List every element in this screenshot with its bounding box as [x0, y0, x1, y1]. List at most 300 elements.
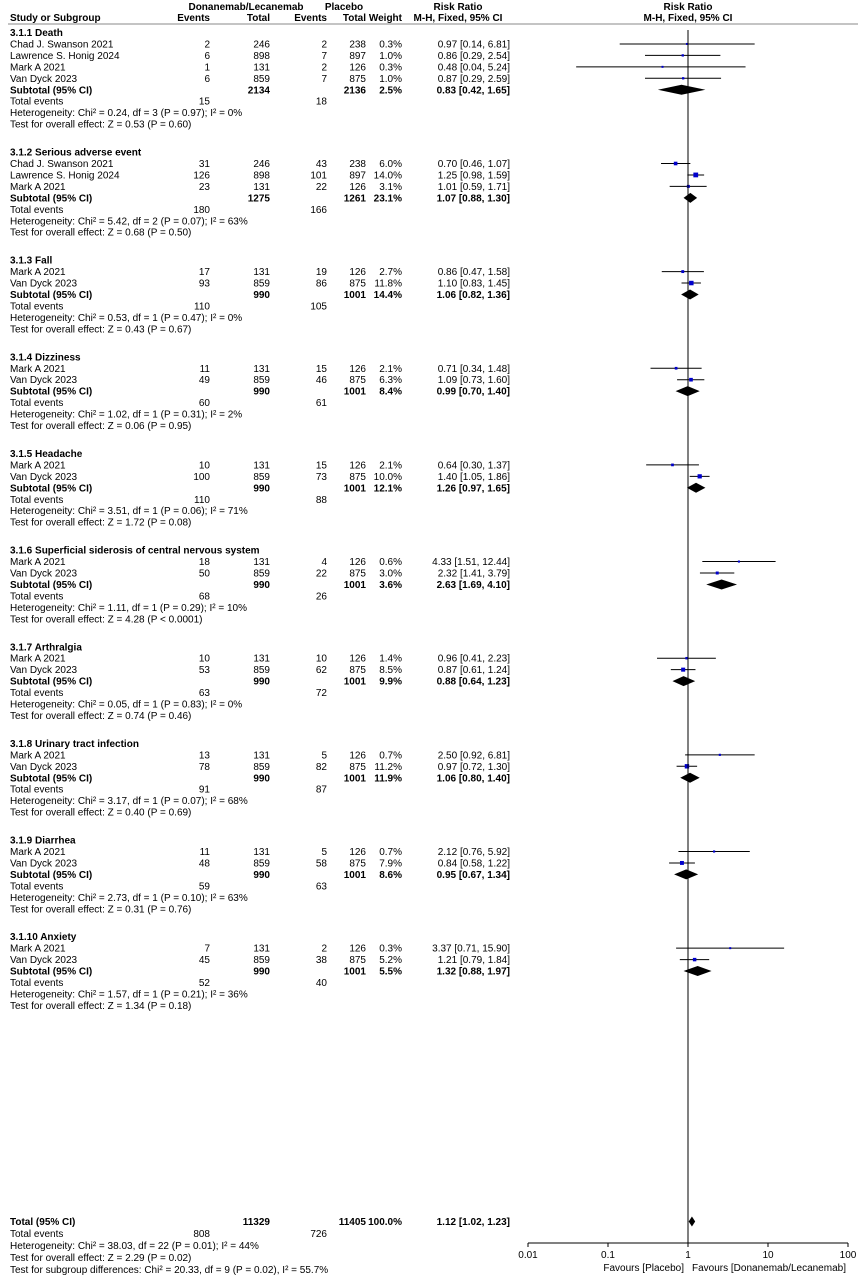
study-risk-ratio: 1.25 [0.98, 1.59]: [437, 170, 510, 182]
study-point: [675, 367, 678, 370]
study-weight: 3.0%: [379, 568, 402, 580]
overall-effect-text: Test for overall effect: Z = 0.40 (P = 0.69): [10, 807, 192, 819]
study-point: [738, 561, 740, 563]
study-name: Lawrence S. Honig 2024: [10, 50, 120, 62]
control-total: 126: [349, 847, 366, 858]
subtotal-treatment-total: 990: [253, 483, 270, 495]
subtotal-weight: 9.9%: [379, 676, 402, 688]
study-weight: 7.9%: [379, 858, 402, 870]
study-weight: 1.0%: [379, 73, 402, 85]
study-weight: 0.7%: [379, 847, 402, 858]
treatment-events: 17: [198, 267, 210, 279]
study-risk-ratio: 1.40 [1.05, 1.86]: [437, 471, 510, 483]
heterogeneity-text: Heterogeneity: Chi² = 2.73, df = 1 (P = 0.10); I² = 63%: [10, 892, 248, 904]
study-weight: 2.1%: [379, 363, 402, 375]
x-tick-label: 10: [762, 1250, 774, 1261]
heterogeneity-text: Heterogeneity: Chi² = 1.57, df = 1 (P = 0.21); I² = 36%: [10, 989, 248, 1001]
x-tick-label: 1: [685, 1250, 691, 1261]
study-point: [729, 947, 731, 949]
total-events-label: Total events: [10, 591, 64, 603]
subtotal-treatment-events: 59: [198, 881, 210, 893]
subtotal-label: Subtotal (95% CI): [10, 386, 93, 398]
treatment-events: 6: [204, 73, 210, 85]
subtotal-treatment-total: 990: [253, 869, 270, 881]
subtotal-treatment-events: 91: [198, 784, 210, 796]
study-name: Mark A 2021: [10, 847, 66, 858]
subtotal-label: Subtotal (95% CI): [10, 676, 93, 688]
heterogeneity-text: Heterogeneity: Chi² = 3.17, df = 1 (P = 0.07); I² = 68%: [10, 796, 248, 808]
study-point: [689, 281, 693, 285]
subtotal-weight: 2.5%: [379, 85, 402, 97]
study-weight: 0.3%: [379, 39, 402, 51]
treatment-total: 898: [253, 170, 270, 182]
study-weight: 1.0%: [379, 50, 402, 62]
subgroup-title: 3.1.10 Anxiety: [10, 932, 77, 944]
study-risk-ratio: 0.97 [0.14, 6.81]: [437, 39, 510, 51]
subtotal-treatment-total: 990: [253, 773, 270, 785]
overall-effect-text: Test for overall effect: Z = 1.34 (P = 0.18): [10, 1000, 192, 1012]
study-name: Van Dyck 2023: [10, 665, 78, 677]
treatment-total: 859: [253, 375, 270, 387]
total-treatment-events: 808: [193, 1229, 210, 1240]
total-events-label: Total events: [10, 881, 64, 893]
treatment-group-header: Donanemab/Lecanemab: [188, 2, 304, 13]
subtotal-treatment-events: 60: [198, 398, 210, 410]
control-events: 15: [315, 363, 327, 375]
treatment-events: 49: [198, 375, 210, 387]
control-total: 875: [349, 278, 366, 290]
subgroup-title: 3.1.7 Arthralgia: [10, 642, 82, 654]
treatment-total: 131: [253, 460, 270, 472]
treatment-total: 246: [253, 39, 270, 51]
method-header: M-H, Fixed, 95% CI: [413, 13, 503, 24]
control-events: 46: [315, 375, 327, 387]
subtotal-risk-ratio: 1.06 [0.82, 1.36]: [436, 290, 510, 301]
control-events: 22: [315, 568, 327, 580]
plot-risk-ratio-header: Risk Ratio: [663, 2, 713, 13]
control-events: 10: [315, 653, 327, 665]
study-point: [682, 77, 684, 79]
subtotal-control-events: 18: [315, 96, 327, 108]
total-events-label: Total events: [10, 204, 64, 216]
study-risk-ratio: 0.97 [0.72, 1.30]: [437, 761, 510, 773]
study-name: Mark A 2021: [10, 62, 66, 74]
risk-ratio-header: Risk Ratio: [433, 2, 483, 13]
subgroup-title: 3.1.8 Urinary tract infection: [10, 738, 139, 750]
subgroup-title: 3.1.2 Serious adverse event: [10, 147, 142, 159]
subtotal-treatment-events: 180: [193, 204, 210, 216]
control-events: 101: [310, 170, 327, 182]
treatment-total: 859: [253, 761, 270, 773]
total-events-label: Total events: [10, 688, 64, 700]
study-name: Mark A 2021: [10, 750, 66, 762]
control-events: 4: [321, 557, 327, 569]
study-point: [713, 850, 715, 852]
study-name: Mark A 2021: [10, 267, 66, 279]
control-events: 5: [321, 847, 327, 858]
control-total: 126: [349, 363, 366, 375]
subtotal-control-total: 1001: [343, 966, 366, 978]
control-events: 38: [315, 955, 327, 967]
study-name: Mark A 2021: [10, 181, 66, 193]
study-weight: 6.3%: [379, 375, 402, 387]
subtotal-treatment-total: 990: [253, 579, 270, 591]
study-point: [689, 378, 693, 382]
control-events: 2: [321, 943, 327, 955]
subtotal-label: Subtotal (95% CI): [10, 193, 93, 205]
subtotal-control-total: 1001: [343, 869, 366, 881]
control-total: 238: [349, 39, 366, 51]
study-risk-ratio: 0.86 [0.47, 1.58]: [437, 267, 510, 279]
subtotal-treatment-total: 990: [253, 386, 270, 398]
study-name: Van Dyck 2023: [10, 568, 78, 580]
study-weight: 0.3%: [379, 943, 402, 955]
study-name: Mark A 2021: [10, 460, 66, 472]
study-risk-ratio: 0.96 [0.41, 2.23]: [437, 653, 510, 665]
subgroup-title: 3.1.5 Headache: [10, 448, 83, 460]
subtotal-weight: 12.1%: [373, 483, 402, 495]
subtotal-treatment-events: 63: [198, 688, 210, 700]
subtotal-risk-ratio: 2.63 [1.69, 4.10]: [436, 579, 510, 591]
subtotal-diamond: [674, 869, 698, 879]
favours-right-label: Favours [Donanemab/Lecanemab]: [692, 1263, 846, 1274]
treatment-events: 23: [198, 181, 210, 193]
subtotal-label: Subtotal (95% CI): [10, 483, 93, 495]
study-weight: 10.0%: [373, 471, 402, 483]
control-total: 875: [349, 375, 366, 387]
treatment-events: 45: [198, 955, 210, 967]
subgroup-title: 3.1.4 Dizziness: [10, 352, 81, 364]
subtotal-control-events: 166: [310, 204, 327, 216]
control-events: 43: [315, 159, 327, 170]
study-weight: 14.0%: [373, 170, 402, 182]
control-total: 126: [349, 267, 366, 279]
subtotal-treatment-total: 990: [253, 290, 270, 301]
study-point: [661, 66, 663, 68]
treatment-total: 131: [253, 653, 270, 665]
total-control-events: 726: [310, 1229, 327, 1240]
total-diamond: [689, 1217, 696, 1227]
treatment-events-header: Events: [177, 13, 210, 24]
subtotal-label: Subtotal (95% CI): [10, 966, 93, 978]
heterogeneity-text: Heterogeneity: Chi² = 0.53, df = 1 (P = 0.47); I² = 0%: [10, 312, 243, 324]
control-events: 2: [321, 62, 327, 74]
treatment-total: 859: [253, 858, 270, 870]
treatment-total-header: Total: [246, 13, 270, 24]
subtotal-label: Subtotal (95% CI): [10, 773, 93, 785]
control-total: 126: [349, 181, 366, 193]
treatment-events: 126: [193, 170, 210, 182]
total-events-label: Total events: [10, 1229, 64, 1240]
subtotal-treatment-total: 990: [253, 966, 270, 978]
control-events: 73: [315, 471, 327, 483]
control-total: 875: [349, 73, 366, 85]
control-total: 875: [349, 955, 366, 967]
study-weight: 0.3%: [379, 62, 402, 74]
control-events: 2: [321, 39, 327, 51]
subtotal-weight: 3.6%: [379, 579, 402, 591]
treatment-events: 50: [198, 568, 210, 580]
subtotal-control-total: 1001: [343, 676, 366, 688]
treatment-total: 859: [253, 278, 270, 290]
control-total: 875: [349, 761, 366, 773]
subtotal-risk-ratio: 1.32 [0.88, 1.97]: [436, 966, 510, 978]
subtotal-treatment-events: 52: [198, 978, 210, 989]
study-risk-ratio: 0.71 [0.34, 1.48]: [437, 363, 510, 375]
study-point: [681, 270, 684, 273]
study-name: Van Dyck 2023: [10, 761, 78, 773]
overall-effect-text: Test for overall effect: Z = 0.31 (P = 0.76): [10, 904, 192, 916]
treatment-events: 10: [198, 653, 210, 665]
subtotal-risk-ratio: 0.88 [0.64, 1.23]: [436, 676, 510, 688]
study-risk-ratio: 0.84 [0.58, 1.22]: [437, 858, 510, 870]
control-events: 86: [315, 278, 327, 290]
total-treatment-total: 11329: [242, 1217, 270, 1228]
control-total: 897: [349, 50, 366, 62]
study-risk-ratio: 3.37 [0.71, 15.90]: [432, 943, 510, 955]
treatment-events: 2: [204, 39, 210, 51]
total-events-label: Total events: [10, 978, 64, 989]
heterogeneity-text: Heterogeneity: Chi² = 0.24, df = 3 (P = 0.97); I² = 0%: [10, 108, 243, 120]
study-header: Study or Subgroup: [10, 13, 101, 24]
subtotal-control-total: 1001: [343, 290, 366, 301]
total-overall-effect-text: Test for overall effect: Z = 2.29 (P = 0.02): [10, 1253, 192, 1264]
study-point: [685, 657, 687, 659]
treatment-events: 18: [198, 557, 210, 569]
treatment-events: 7: [204, 943, 210, 955]
subtotal-control-events: 61: [315, 398, 327, 410]
subtotal-label: Subtotal (95% CI): [10, 579, 93, 591]
favours-left-label: Favours [Placebo]: [603, 1263, 684, 1274]
control-total: 126: [349, 62, 366, 74]
overall-effect-text: Test for overall effect: Z = 0.68 (P = 0.50): [10, 227, 192, 239]
control-total: 126: [349, 943, 366, 955]
study-weight: 11.2%: [374, 761, 402, 773]
subtotal-control-events: 63: [315, 881, 327, 893]
total-label: Total (95% CI): [10, 1217, 76, 1228]
overall-effect-text: Test for overall effect: Z = 0.74 (P = 0.46): [10, 710, 192, 722]
study-name: Mark A 2021: [10, 363, 66, 375]
heterogeneity-text: Heterogeneity: Chi² = 0.05, df = 1 (P = 0.83); I² = 0%: [10, 699, 243, 711]
study-weight: 2.7%: [379, 267, 402, 279]
study-risk-ratio: 1.09 [0.73, 1.60]: [437, 375, 510, 387]
subtotal-label: Subtotal (95% CI): [10, 290, 93, 301]
subtotal-diamond: [681, 290, 699, 300]
total-events-label: Total events: [10, 301, 64, 313]
treatment-total: 859: [253, 665, 270, 677]
subtotal-weight: 8.4%: [379, 386, 402, 398]
subtotal-risk-ratio: 0.95 [0.67, 1.34]: [436, 869, 510, 881]
study-risk-ratio: 0.87 [0.61, 1.24]: [437, 665, 510, 677]
overall-effect-text: Test for overall effect: Z = 0.06 (P = 0.95): [10, 421, 192, 432]
overall-effect-text: Test for overall effect: Z = 0.43 (P = 0.67): [10, 324, 192, 336]
control-events: 7: [321, 73, 327, 85]
subtotal-diamond: [687, 483, 705, 493]
subtotal-control-events: 26: [315, 591, 327, 603]
study-risk-ratio: 4.33 [1.51, 12.44]: [432, 557, 510, 569]
control-events: 5: [321, 750, 327, 762]
study-name: Chad J. Swanson 2021: [10, 39, 114, 51]
total-risk-ratio: 1.12 [1.02, 1.23]: [436, 1217, 510, 1228]
study-name: Lawrence S. Honig 2024: [10, 170, 120, 182]
study-point: [698, 474, 702, 478]
subtotal-diamond: [680, 773, 699, 783]
treatment-total: 898: [253, 50, 270, 62]
treatment-events: 6: [204, 50, 210, 62]
study-risk-ratio: 1.10 [0.83, 1.45]: [437, 278, 510, 290]
subgroup-title: 3.1.3 Fall: [10, 255, 53, 267]
total-heterogeneity-text: Heterogeneity: Chi² = 38.03, df = 22 (P = 0.01); I² = 44%: [10, 1241, 259, 1252]
study-name: Chad J. Swanson 2021: [10, 159, 114, 170]
weight-header: Weight: [368, 13, 402, 24]
study-weight: 8.5%: [379, 665, 402, 677]
study-point: [716, 572, 719, 575]
overall-effect-text: Test for overall effect: Z = 4.28 (P < 0.0001): [10, 614, 203, 626]
study-point: [719, 754, 721, 756]
study-risk-ratio: 2.12 [0.76, 5.92]: [437, 847, 510, 858]
control-total: 897: [349, 170, 366, 182]
heterogeneity-text: Heterogeneity: Chi² = 1.02, df = 1 (P = 0.31); I² = 2%: [10, 409, 243, 421]
subtotal-weight: 14.4%: [373, 290, 402, 301]
treatment-events: 100: [193, 471, 210, 483]
study-weight: 5.2%: [379, 955, 402, 967]
subtotal-risk-ratio: 1.26 [0.97, 1.65]: [436, 483, 510, 495]
treatment-events: 48: [198, 858, 210, 870]
control-events: 7: [321, 50, 327, 62]
control-total: 126: [349, 460, 366, 472]
study-risk-ratio: 0.64 [0.30, 1.37]: [437, 460, 510, 472]
study-risk-ratio: 0.70 [0.46, 1.07]: [437, 159, 510, 170]
treatment-total: 131: [253, 267, 270, 279]
overall-effect-text: Test for overall effect: Z = 1.72 (P = 0.08): [10, 517, 192, 529]
treatment-total: 859: [253, 471, 270, 483]
treatment-events: 78: [198, 761, 210, 773]
treatment-events: 13: [198, 750, 210, 762]
study-risk-ratio: 0.86 [0.29, 2.54]: [437, 50, 510, 62]
study-name: Van Dyck 2023: [10, 471, 78, 483]
study-weight: 6.0%: [379, 159, 402, 170]
treatment-events: 53: [198, 665, 210, 677]
treatment-total: 131: [253, 750, 270, 762]
control-events: 22: [315, 181, 327, 193]
treatment-events: 11: [199, 363, 210, 375]
control-events: 15: [315, 460, 327, 472]
control-total: 875: [349, 471, 366, 483]
subtotal-control-events: 40: [315, 978, 327, 989]
subgroup-differences-text: Test for subgroup differences: Chi² = 20.33, df = 9 (P = 0.02), I² = 55.7%: [10, 1265, 329, 1276]
control-events: 82: [315, 761, 327, 773]
subtotal-diamond: [672, 676, 695, 686]
study-weight: 2.1%: [379, 460, 402, 472]
subgroup-title: 3.1.9 Diarrhea: [10, 835, 76, 847]
subtotal-control-total: 1001: [343, 579, 366, 591]
total-events-label: Total events: [10, 96, 64, 108]
treatment-events: 10: [198, 460, 210, 472]
overall-effect-text: Test for overall effect: Z = 0.53 (P = 0.60): [10, 119, 192, 131]
study-point: [671, 464, 674, 467]
control-group-header: Placebo: [324, 2, 364, 13]
subtotal-control-total: 2136: [343, 85, 366, 97]
total-events-label: Total events: [10, 784, 64, 796]
subtotal-treatment-events: 15: [198, 96, 210, 108]
subtotal-treatment-events: 110: [194, 494, 210, 506]
subtotal-label: Subtotal (95% CI): [10, 85, 93, 97]
study-risk-ratio: 1.21 [0.79, 1.84]: [437, 955, 510, 967]
subtotal-control-events: 72: [315, 688, 327, 700]
subgroup-title: 3.1.6 Superficial siderosis of central nervous system: [10, 545, 260, 557]
subtotal-control-total: 1261: [343, 193, 366, 205]
study-name: Van Dyck 2023: [10, 375, 78, 387]
study-name: Mark A 2021: [10, 557, 66, 569]
control-total-header: Total: [342, 13, 366, 24]
control-events-header: Events: [294, 13, 327, 24]
control-events: 62: [315, 665, 327, 677]
control-total: 126: [349, 557, 366, 569]
treatment-total: 859: [253, 73, 270, 85]
plot-method-header: M-H, Fixed, 95% CI: [643, 13, 733, 24]
subtotal-risk-ratio: 0.83 [0.42, 1.65]: [436, 85, 510, 97]
treatment-total: 131: [253, 62, 270, 74]
subtotal-treatment-total: 1275: [247, 193, 270, 205]
subtotal-diamond: [706, 579, 737, 589]
treatment-total: 859: [253, 568, 270, 580]
x-tick-label: 0.01: [518, 1250, 538, 1261]
treatment-events: 31: [198, 159, 210, 170]
treatment-total: 131: [253, 557, 270, 569]
heterogeneity-text: Heterogeneity: Chi² = 3.51, df = 1 (P = 0.06); I² = 71%: [10, 506, 248, 518]
treatment-total: 131: [253, 847, 270, 858]
study-point: [674, 162, 678, 166]
subtotal-treatment-total: 2134: [247, 85, 270, 97]
subtotal-treatment-events: 110: [194, 301, 210, 313]
subgroup-title: 3.1.1 Death: [10, 28, 63, 39]
subtotal-risk-ratio: 1.06 [0.80, 1.40]: [436, 773, 510, 785]
subtotal-diamond: [684, 193, 698, 203]
subtotal-risk-ratio: 0.99 [0.70, 1.40]: [436, 386, 510, 398]
subtotal-diamond: [658, 85, 706, 95]
subtotal-control-total: 1001: [343, 773, 366, 785]
treatment-events: 1: [204, 62, 210, 74]
study-name: Van Dyck 2023: [10, 955, 78, 967]
study-point: [681, 668, 685, 672]
study-point: [680, 861, 684, 865]
subtotal-control-total: 1001: [343, 483, 366, 495]
study-name: Van Dyck 2023: [10, 73, 78, 85]
study-risk-ratio: 2.50 [0.92, 6.81]: [437, 750, 510, 762]
control-total: 875: [349, 568, 366, 580]
treatment-total: 131: [253, 181, 270, 193]
subtotal-control-events: 88: [315, 494, 327, 506]
control-events: 58: [315, 858, 327, 870]
total-weight: 100.0%: [368, 1217, 402, 1228]
heterogeneity-text: Heterogeneity: Chi² = 1.11, df = 1 (P = 0.29); I² = 10%: [10, 602, 247, 614]
total-events-label: Total events: [10, 494, 64, 506]
study-name: Van Dyck 2023: [10, 858, 78, 870]
study-name: Mark A 2021: [10, 653, 66, 665]
treatment-total: 131: [253, 363, 270, 375]
study-name: Van Dyck 2023: [10, 278, 78, 290]
study-point: [693, 173, 698, 178]
study-risk-ratio: 0.48 [0.04, 5.24]: [437, 62, 510, 74]
study-risk-ratio: 1.01 [0.59, 1.71]: [437, 181, 510, 193]
study-weight: 1.4%: [379, 653, 402, 665]
x-tick-label: 100: [839, 1250, 857, 1261]
total-events-label: Total events: [10, 398, 64, 410]
subtotal-weight: 8.6%: [379, 869, 402, 881]
study-weight: 0.7%: [379, 750, 402, 762]
treatment-events: 11: [199, 847, 210, 858]
study-point: [693, 958, 696, 961]
